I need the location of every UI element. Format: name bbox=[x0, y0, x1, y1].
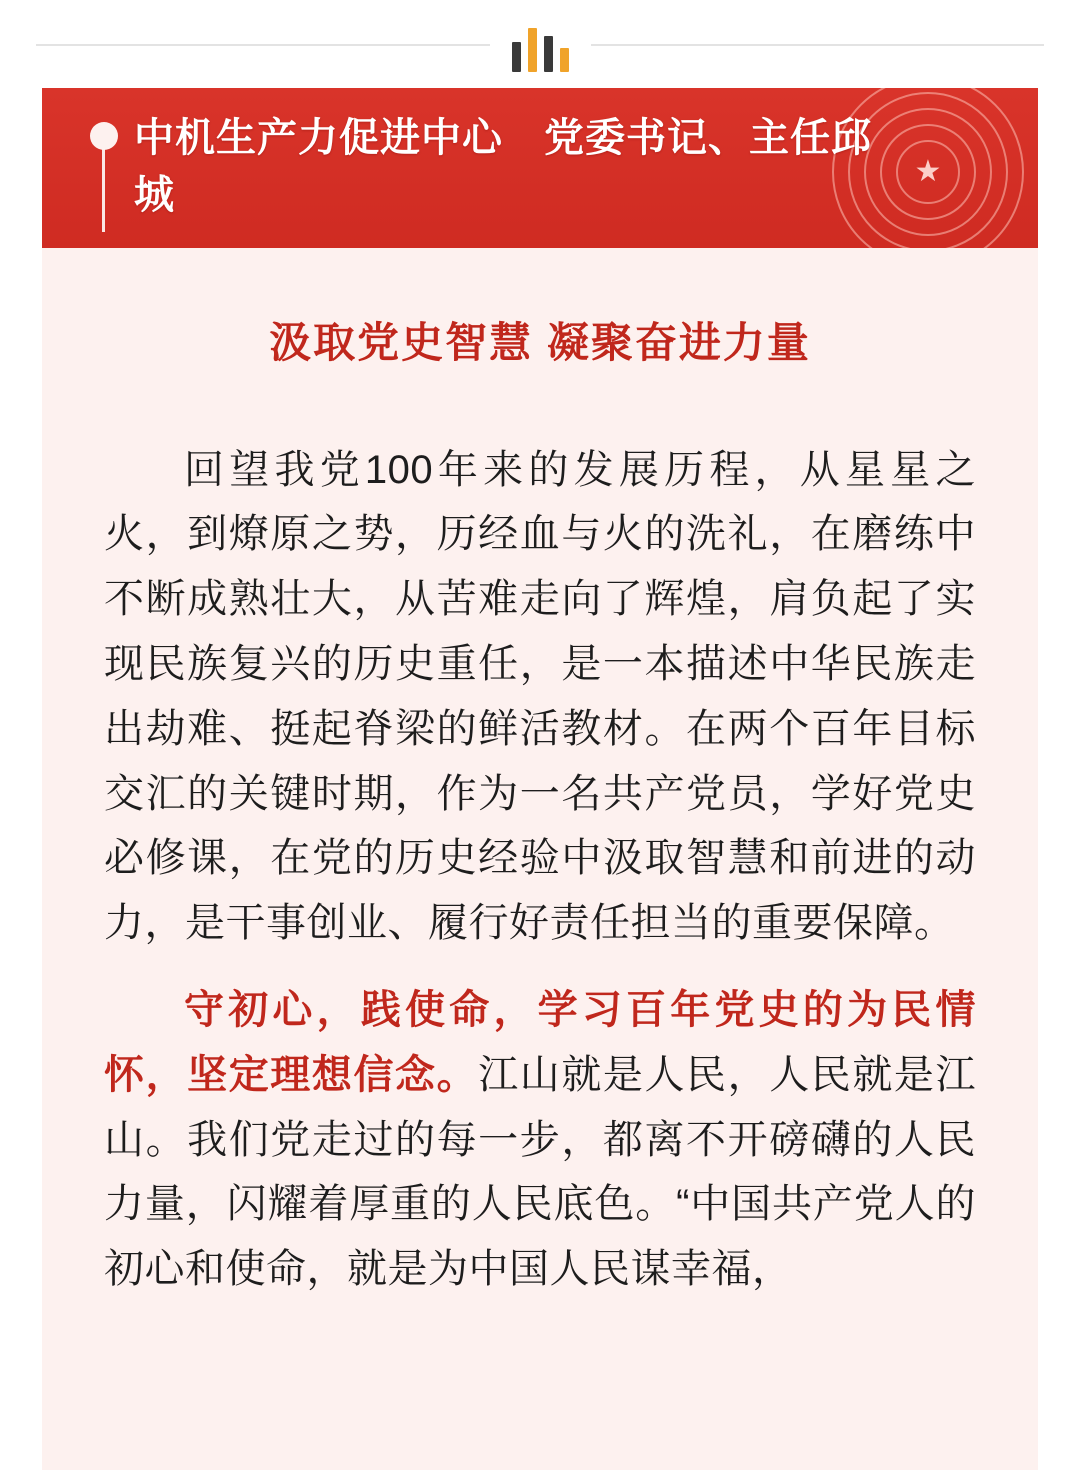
page-title: 汲取党史智慧 凝聚奋进力量 bbox=[269, 318, 811, 366]
paragraph-2-lead: 守初心，践使命，学习百年党史的为民情怀，坚定理想信念。 bbox=[104, 987, 976, 1097]
author-banner bbox=[42, 88, 1038, 248]
decoration-bar-3 bbox=[544, 36, 553, 72]
paragraph-2 bbox=[104, 978, 976, 1302]
author-banner-title: 中机生产力促进中心 党委书记、主任邱城 bbox=[134, 116, 872, 217]
decoration-bar-4 bbox=[560, 48, 569, 72]
decoration-line-right bbox=[591, 44, 1045, 46]
decoration-bar-2 bbox=[528, 28, 537, 72]
article-card bbox=[42, 88, 1038, 1470]
decoration-bar-1 bbox=[512, 42, 521, 72]
paragraph-1 bbox=[104, 438, 976, 956]
paragraph-2-text: 江山就是人民，人民就是江山。我们党走过的每一步，都离不开磅礴的人民力量，闪耀着厚重的人民底色。“中国共产党人的初心和使命，就是为中国人民谋幸福， bbox=[104, 1052, 977, 1292]
article-body bbox=[42, 438, 1038, 1302]
top-decoration bbox=[0, 0, 1080, 88]
star-icon: ★ bbox=[914, 155, 942, 188]
pin-marker-icon bbox=[86, 122, 122, 232]
paragraph-1-text: 回望我党100年来的发展历程，从星星之火，到燎原之势，历经血与火的洗礼，在磨练中不断成熟壮大，从苦难走向了辉煌，肩负起了实现民族复兴的历史重任，是一本描述中华民族走出劫难、挺起脊梁的鲜活教材。在两个百年目标交汇的关键时期，作为一名共产党员，学好党史必修课，在党的历史经验中汲取智慧和前进的动力，是干事创业、履行好责任担当的重要保障。 bbox=[104, 447, 976, 946]
decoration-line-left bbox=[36, 44, 490, 46]
decoration-bars-icon bbox=[490, 16, 591, 72]
